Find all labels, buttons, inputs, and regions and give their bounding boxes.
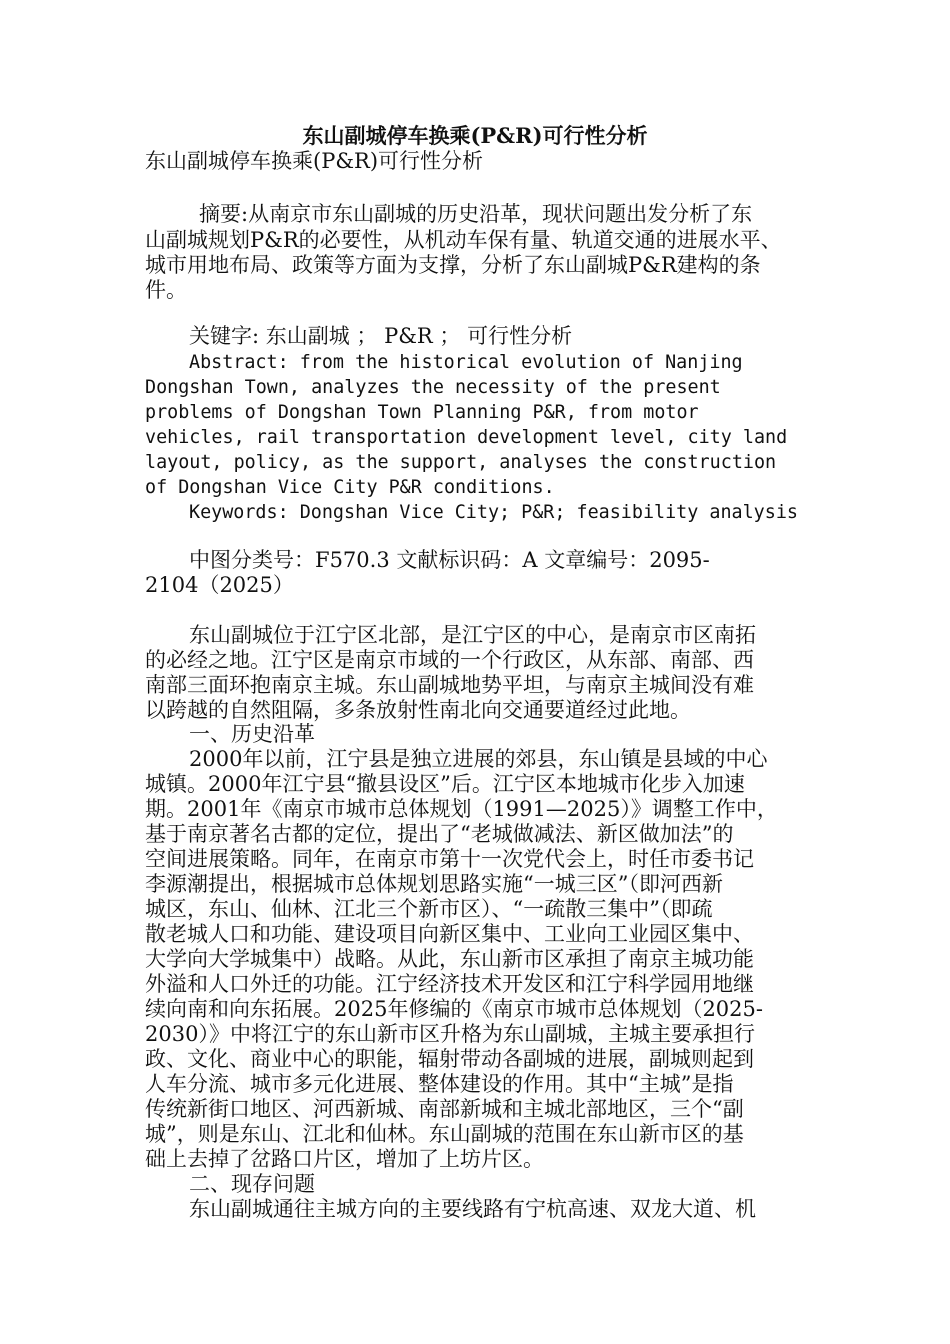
history-line: 2000年以前，江宁县是独立进展的郊县，东山镇是县域的中心 [189,747,768,771]
abstract-cn-line: 城市用地布局、政策等方面为支撑，分析了东山副城P&R建构的条 [145,253,761,277]
intro-line: 以跨越的自然阻隔，多条放射性南北向交通要道经过此地。 [145,698,691,722]
intro-line: 的必经之地。江宁区是南京市域的一个行政区，从东部、南部、西 [145,648,754,672]
intro-line: 南部三面环抱南京主城。东山副城地势平坦，与南京主城间没有难 [145,673,754,697]
keywords-cn: 关键字: 东山副城 ； P&R ； 可行性分析 [189,324,573,348]
history-line: 基于南京著名古都的定位，提出了“老城做减法、新区做加法”的 [145,822,734,846]
abstract-en-line: problems of Dongshan Town Planning P&R, from motor [145,402,699,423]
history-line: 空间进展策略。同年，在南京市第十一次党代会上，时任市委书记 [145,847,754,871]
section-heading-history: 一、历史沿革 [189,722,315,746]
abstract-cn-line: 摘要:从南京市东山副城的历史沿革，现状问题出发分析了东 [199,202,753,226]
history-line: 李源潮提出，根据城市总体规划思路实施“一城三区”（即河西新 [145,872,723,896]
history-line: 大学向大学城集中）战略。从此，东山新市区承担了南京主城功能 [145,947,754,971]
abstract-en-line: Dongshan Town, analyzes the necessity of the present [145,377,721,398]
document-subtitle: 东山副城停车换乘(P&R)可行性分析 [145,149,484,173]
abstract-en-line: Abstract: from the historical evolution of Nanjing [189,352,743,373]
history-line: 散老城人口和功能、建设项目向新区集中、工业向工业园区集中、 [145,922,754,946]
history-line: 城区，东山、仙林、江北三个新市区）、“一疏散三集中”（即疏 [145,897,713,921]
abstract-cn-line: 件。 [145,278,187,302]
history-line: 城”，则是东山、江北和仙林。东山副城的范围在东山新市区的基 [145,1122,744,1146]
abstract-en-line: of Dongshan Vice City P&R conditions. [145,477,555,498]
abstract-cn-line: 山副城规划P&R的必要性，从机动车保有量、轨道交通的进展水平、 [145,228,782,252]
history-line: 政、文化、商业中心的职能，辐射带动各副城的进展，副城则起到 [145,1047,754,1071]
intro-line: 东山副城位于江宁区北部，是江宁区的中心，是南京市区南拓 [189,623,756,647]
history-line: 础上去掉了岔路口片区，增加了上坊片区。 [145,1147,544,1171]
document-title: 东山副城停车换乘(P&R)可行性分析 [302,123,648,148]
abstract-en-line: layout, policy, as the support, analyses the construction [145,452,777,473]
problems-line: 东山副城通往主城方向的主要线路有宁杭高速、双龙大道、机 [189,1197,756,1221]
history-line: 2030）》中将江宁的东山新市区升格为东山副城，主城主要承担行 [145,1022,755,1046]
keywords-en: Keywords: Dongshan Vice City; P&R; feasibility analysis [189,502,798,523]
history-line: 城镇。2000年江宁县“撤县设区”后。江宁区本地城市化步入加速 [145,772,745,796]
abstract-en-line: vehicles, rail transportation development level, city land [145,427,788,448]
section-heading-problems: 二、现存问题 [189,1172,315,1196]
history-line: 人车分流、城市多元化进展、整体建设的作用。其中“主城”是指 [145,1072,734,1096]
classification-line: 中图分类号：F570.3 文献标识码：A 文章编号：2095- [189,548,710,572]
history-line: 续向南和向东拓展。2025年修编的《南京市城市总体规划（2025- [145,997,763,1021]
history-line: 外溢和人口外迁的功能。江宁经济技术开发区和江宁科学园用地继 [145,972,754,996]
history-line: 传统新街口地区、河西新城、南部新城和主城北部地区，三个“副 [145,1097,744,1121]
history-line: 期。2001年《南京市城市总体规划（1991—2025）》调整工作中， [145,797,778,821]
classification-line: 2104（2025） [145,573,294,597]
